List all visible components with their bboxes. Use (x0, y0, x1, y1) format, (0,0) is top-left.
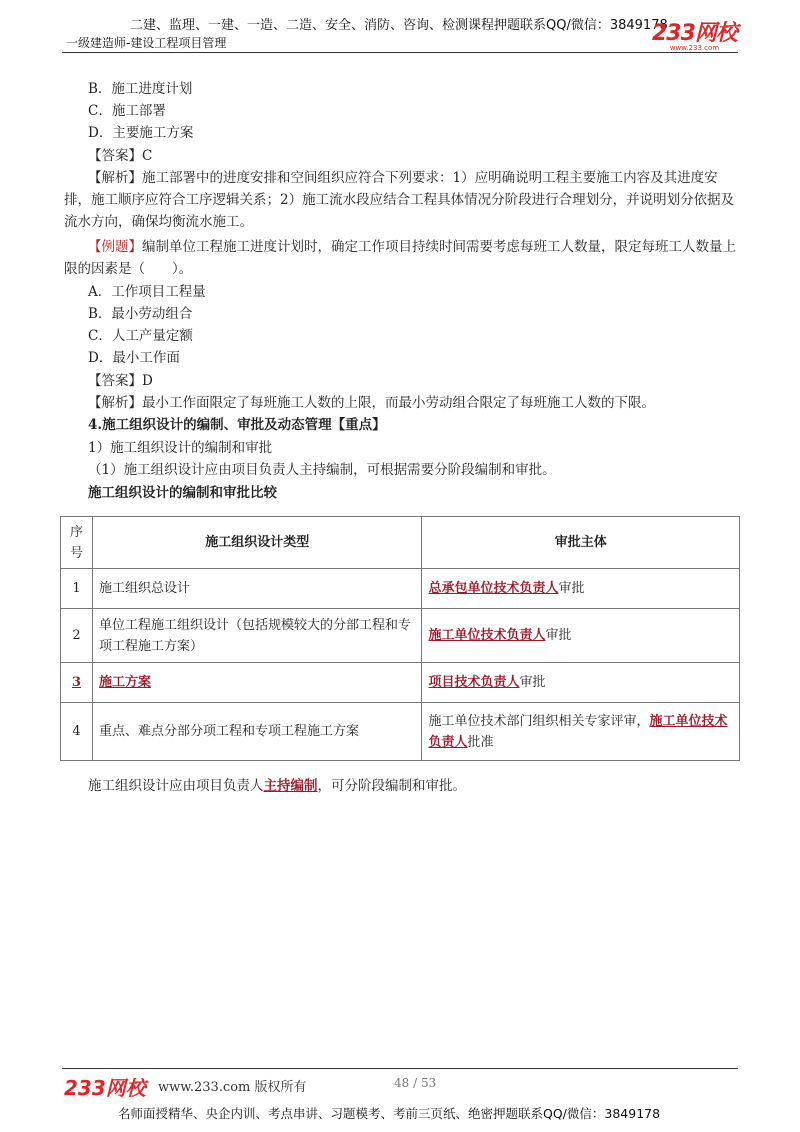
analysis-1-text: 施工部署中的进度安排和空间组织应符合下列要求：1）应明确说明工程主要施工内容及其进度安排，施工顺序应符合工序逻辑关系；2）施工流水段应结合工程具体情况分阶段进行合理划分，并说明划分依据及流水方向，确保均衡流水施工。 (64, 170, 735, 230)
header-contact-line: 二建、监理、一建、一造、二造、安全、消防、咨询、检测课程押题联系QQ/微信：3849178 (130, 18, 668, 33)
row-type (92, 663, 421, 703)
row-approver (422, 609, 740, 663)
answer-2 (88, 370, 153, 392)
row-no: 1 (61, 569, 93, 609)
footer-divider (62, 1068, 738, 1069)
header-divider (62, 52, 738, 53)
section-heading: 4.施工组织设计的编制、审批及动态管理【重点】 (88, 417, 386, 433)
option-b-1: B．施工进度计划 (88, 81, 193, 97)
approver-tail: 审批 (519, 675, 546, 690)
row-approver (422, 663, 740, 703)
row-no (61, 663, 93, 703)
row-type: 重点、难点分部分项工程和专项工程施工方案 (92, 703, 421, 761)
analysis-2-label: 【解析】 (88, 395, 142, 411)
closing-paragraph (88, 775, 466, 797)
row-type: 单位工程施工组织设计（包括规模较大的分部工程和专项工程施工方案） (92, 609, 421, 663)
answer-1 (88, 145, 152, 167)
document-subtitle: 一级建造师-建设工程项目管理 (66, 36, 227, 50)
answer-2-value: D (142, 373, 153, 389)
header-type: 施工组织设计类型 (92, 517, 421, 569)
approver-tail: 批准 (467, 734, 494, 750)
comparison-table (60, 516, 740, 761)
subsection-1: 1）施工组织设计的编制和审批 (88, 440, 273, 456)
approver-tail: 审批 (545, 628, 572, 643)
header-no: 序号 (61, 517, 93, 569)
closing-post: ，可分阶段编制和审批。 (317, 778, 466, 794)
option-c-1: C．施工部署 (88, 103, 166, 119)
analysis-2-text: 最小工作面限定了每班施工人数的上限，而最小劳动组合限定了每班施工人数的下限。 (142, 395, 655, 411)
row-type: 施工组织总设计 (92, 569, 421, 609)
brand-logo-text: 233网校 (652, 21, 737, 46)
brand-logo (652, 16, 737, 52)
example-text: 编制单位工程施工进度计划时，确定工作项目持续时间需要考虑每班工人数量，限定每班工人数量上限的因素是（ ）。 (64, 239, 736, 277)
analysis-1 (64, 167, 744, 233)
footer-site[interactable]: www.233.com 版权所有 (158, 1080, 307, 1095)
table-row (61, 663, 740, 703)
row-no: 4 (61, 703, 93, 761)
table-row (61, 569, 740, 609)
approver-highlight: 施工单位技术负责人 (428, 628, 546, 643)
option-b-2: B．最小劳动组合 (88, 306, 193, 322)
option-a-2: A．工作项目工程量 (88, 284, 206, 300)
type-highlight: 施工方案 (98, 675, 151, 690)
example-question (64, 236, 744, 280)
analysis-2 (88, 392, 655, 414)
row-no: 2 (61, 609, 93, 663)
footer-promo-line: 名师面授精华、央企内训、考点串讲、习题模考、考前三页纸、绝密押题联系QQ/微信：3849178 (118, 1106, 661, 1121)
row-approver (422, 569, 740, 609)
analysis-1-label: 【解析】 (88, 170, 142, 186)
footer-logo: 233网校 (64, 1076, 146, 1100)
approver-highlight: 项目技术负责人 (428, 675, 520, 690)
subsection-1-item: （1）施工组织设计应由项目负责人主持编制，可根据需要分阶段编制和审批。 (88, 462, 556, 478)
closing-pre: 施工组织设计应由项目负责人 (88, 778, 264, 794)
row-approver (422, 703, 740, 761)
answer-1-value: C (142, 148, 153, 164)
table-header-row (61, 517, 740, 569)
brand-logo-url: www.233.com (669, 44, 720, 52)
option-c-2: C．人工产量定额 (88, 328, 193, 344)
table-row (61, 609, 740, 663)
row-no-highlight: 3 (71, 675, 82, 690)
answer-1-label: 【答案】 (88, 148, 142, 164)
answer-2-label: 【答案】 (88, 373, 142, 389)
approver-tail: 审批 (558, 581, 585, 596)
page-number: 48 / 53 (394, 1076, 437, 1090)
header-approver: 审批主体 (422, 517, 740, 569)
closing-highlight: 主持编制 (263, 778, 318, 794)
approver-pre: 施工单位技术部门组织相关专家评审， (428, 713, 650, 729)
approver-highlight: 施工单位技术负责人 (428, 713, 728, 750)
table-row (61, 703, 740, 761)
table-title: 施工组织设计的编制和审批比较 (88, 485, 277, 501)
option-d-1: D．主要施工方案 (88, 125, 194, 141)
example-label: 【例题】 (88, 239, 142, 255)
approver-highlight: 总承包单位技术负责人 (428, 581, 559, 596)
option-d-2: D．最小工作面 (88, 350, 180, 366)
